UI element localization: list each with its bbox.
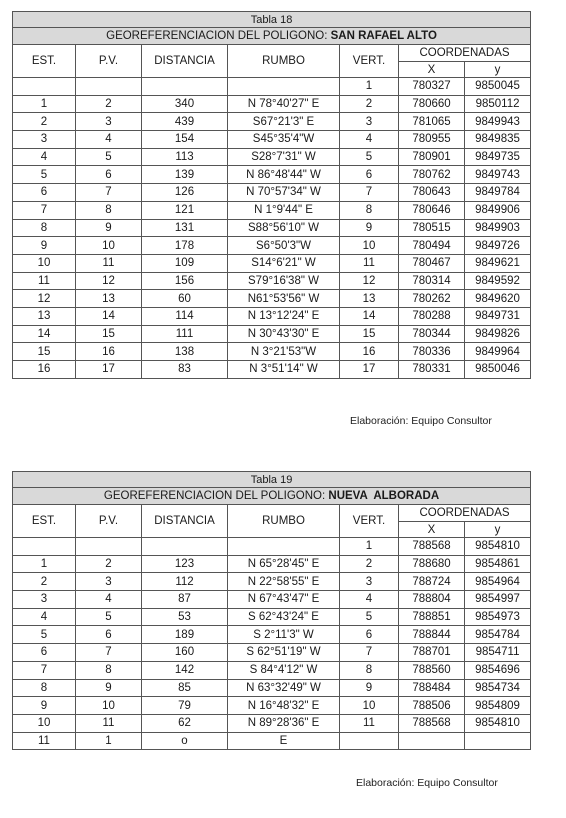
- cell-pv: 8: [76, 201, 142, 219]
- table-row: [13, 343, 531, 361]
- header-y: y: [465, 62, 531, 78]
- cell-pv: [76, 78, 142, 96]
- cell-rumbo: N 16°48'32" E: [228, 697, 340, 715]
- cell-y: 9849903: [465, 219, 531, 237]
- table-row: [13, 538, 531, 556]
- cell-distancia: o: [142, 732, 228, 750]
- cell-y: 9849621: [465, 254, 531, 272]
- header-row: [13, 505, 531, 522]
- cell-x: 788804: [399, 591, 465, 609]
- cell-pv: 2: [76, 95, 142, 113]
- table-row: [13, 148, 531, 166]
- cell-x: 780515: [399, 219, 465, 237]
- cell-distancia: 178: [142, 237, 228, 255]
- cell-x: 781065: [399, 113, 465, 131]
- cell-y: 9849620: [465, 290, 531, 308]
- cell-rumbo: N 30°43'30" E: [228, 325, 340, 343]
- cell-x: 780327: [399, 78, 465, 96]
- cell-x: 788568: [399, 538, 465, 556]
- table-row: [13, 608, 531, 626]
- cell-rumbo: N 78°40'27" E: [228, 95, 340, 113]
- header-x: X: [399, 522, 465, 538]
- cell-distancia: 53: [142, 608, 228, 626]
- georef-title: [13, 488, 531, 505]
- cell-x: 788851: [399, 608, 465, 626]
- table-row: [13, 254, 531, 272]
- source-note: Elaboración: Equipo Consultor: [350, 415, 492, 427]
- table-18: [12, 11, 531, 379]
- cell-vert: 10: [340, 237, 399, 255]
- cell-distancia: 114: [142, 307, 228, 325]
- header-x: X: [399, 62, 465, 78]
- table-row: [13, 78, 531, 96]
- cell-vert: 13: [340, 290, 399, 308]
- cell-distancia: 62: [142, 714, 228, 732]
- cell-pv: 13: [76, 290, 142, 308]
- cell-rumbo: S 84°4'12" W: [228, 661, 340, 679]
- cell-pv: 9: [76, 679, 142, 697]
- header-rumbo: RUMBO: [228, 505, 340, 538]
- cell-vert: 15: [340, 325, 399, 343]
- source-note: Elaboración: Equipo Consultor: [356, 777, 498, 789]
- cell-vert: 3: [340, 573, 399, 591]
- cell-pv: 4: [76, 591, 142, 609]
- cell-vert: 6: [340, 166, 399, 184]
- cell-rumbo: S88°56'10" W: [228, 219, 340, 237]
- cell-distancia: 189: [142, 626, 228, 644]
- cell-rumbo: N 89°28'36" E: [228, 714, 340, 732]
- header-est: EST.: [13, 45, 76, 78]
- cell-y: 9849943: [465, 113, 531, 131]
- header-rumbo: RUMBO: [228, 45, 340, 78]
- cell-pv: 3: [76, 113, 142, 131]
- cell-y: 9854734: [465, 679, 531, 697]
- cell-x: 788484: [399, 679, 465, 697]
- table-19: [12, 471, 531, 750]
- table-caption-row: [13, 472, 531, 488]
- cell-rumbo: N 67°43'47" E: [228, 591, 340, 609]
- cell-distancia: 121: [142, 201, 228, 219]
- cell-y: 9854810: [465, 538, 531, 556]
- cell-est: 7: [13, 201, 76, 219]
- cell-x: 780331: [399, 361, 465, 379]
- cell-y: 9849726: [465, 237, 531, 255]
- table-row: [13, 201, 531, 219]
- cell-pv: 5: [76, 148, 142, 166]
- cell-rumbo: S45°35'4"W: [228, 131, 340, 149]
- cell-x: 788844: [399, 626, 465, 644]
- cell-pv: 6: [76, 626, 142, 644]
- polygon-name: SAN RAFAEL ALTO: [330, 30, 437, 42]
- table-row: [13, 732, 531, 750]
- cell-est: 15: [13, 343, 76, 361]
- table-row: [13, 325, 531, 343]
- header-pv: P.V.: [76, 45, 142, 78]
- cell-pv: 7: [76, 644, 142, 662]
- cell-vert: 11: [340, 714, 399, 732]
- table-row: [13, 573, 531, 591]
- table-row: [13, 184, 531, 202]
- table-caption-row: [13, 12, 531, 28]
- cell-rumbo: N 65°28'45" E: [228, 555, 340, 573]
- cell-x: 780643: [399, 184, 465, 202]
- georef-row: [13, 488, 531, 505]
- cell-est: 1: [13, 95, 76, 113]
- header-distancia: DISTANCIA: [142, 505, 228, 538]
- cell-vert: 4: [340, 591, 399, 609]
- cell-rumbo: S 62°43'24" E: [228, 608, 340, 626]
- cell-rumbo: E: [228, 732, 340, 750]
- cell-x: [399, 732, 465, 750]
- cell-pv: 15: [76, 325, 142, 343]
- header-vert: VERT.: [340, 45, 399, 78]
- cell-est: 10: [13, 254, 76, 272]
- header-est: EST.: [13, 505, 76, 538]
- cell-vert: 3: [340, 113, 399, 131]
- header-vert: VERT.: [340, 505, 399, 538]
- cell-est: 2: [13, 113, 76, 131]
- cell-pv: 16: [76, 343, 142, 361]
- cell-pv: 10: [76, 697, 142, 715]
- cell-est: [13, 78, 76, 96]
- cell-rumbo: S79°16'38" W: [228, 272, 340, 290]
- cell-y: 9850046: [465, 361, 531, 379]
- cell-x: 788701: [399, 644, 465, 662]
- table-row: [13, 237, 531, 255]
- cell-est: 10: [13, 714, 76, 732]
- cell-y: 9854809: [465, 697, 531, 715]
- cell-distancia: 79: [142, 697, 228, 715]
- cell-est: 4: [13, 148, 76, 166]
- cell-distancia: [142, 538, 228, 556]
- cell-vert: 9: [340, 219, 399, 237]
- cell-vert: 12: [340, 272, 399, 290]
- cell-x: 788724: [399, 573, 465, 591]
- table-row: [13, 166, 531, 184]
- table-19-body: [13, 472, 531, 750]
- cell-vert: 4: [340, 131, 399, 149]
- georef-label: GEOREFERENCIACION DEL POLIGONO:: [103, 490, 326, 502]
- cell-pv: 11: [76, 714, 142, 732]
- cell-est: 1: [13, 555, 76, 573]
- cell-pv: 10: [76, 237, 142, 255]
- cell-est: 4: [13, 608, 76, 626]
- cell-distancia: 340: [142, 95, 228, 113]
- cell-x: 780288: [399, 307, 465, 325]
- cell-vert: 2: [340, 555, 399, 573]
- cell-pv: 14: [76, 307, 142, 325]
- cell-rumbo: S 62°51'19" W: [228, 644, 340, 662]
- cell-rumbo: N 3°51'14" W: [228, 361, 340, 379]
- cell-x: 788560: [399, 661, 465, 679]
- table-row: [13, 307, 531, 325]
- cell-vert: 8: [340, 661, 399, 679]
- cell-rumbo: [228, 538, 340, 556]
- table-18-body: [13, 12, 531, 379]
- cell-x: 788568: [399, 714, 465, 732]
- cell-vert: 7: [340, 644, 399, 662]
- cell-distancia: 109: [142, 254, 228, 272]
- cell-pv: 2: [76, 555, 142, 573]
- cell-y: 9854973: [465, 608, 531, 626]
- cell-est: 3: [13, 591, 76, 609]
- cell-distancia: 111: [142, 325, 228, 343]
- cell-y: 9854784: [465, 626, 531, 644]
- table-row: [13, 555, 531, 573]
- cell-distancia: 439: [142, 113, 228, 131]
- cell-rumbo: N 86°48'44" W: [228, 166, 340, 184]
- cell-pv: 5: [76, 608, 142, 626]
- header-row: [13, 45, 531, 62]
- cell-rumbo: S14°6'21" W: [228, 254, 340, 272]
- cell-est: 9: [13, 697, 76, 715]
- cell-distancia: 139: [142, 166, 228, 184]
- cell-distancia: 131: [142, 219, 228, 237]
- cell-rumbo: S67°21'3" E: [228, 113, 340, 131]
- cell-y: 9850045: [465, 78, 531, 96]
- cell-distancia: 112: [142, 573, 228, 591]
- cell-vert: 10: [340, 697, 399, 715]
- table-row: [13, 95, 531, 113]
- cell-y: 9849592: [465, 272, 531, 290]
- cell-x: 780336: [399, 343, 465, 361]
- cell-est: 6: [13, 184, 76, 202]
- cell-rumbo: [228, 78, 340, 96]
- cell-est: 2: [13, 573, 76, 591]
- georef-label: GEOREFERENCIACION DEL POLIGONO:: [106, 30, 328, 42]
- table-row: [13, 219, 531, 237]
- cell-rumbo: N 1°9'44" E: [228, 201, 340, 219]
- table-row: [13, 591, 531, 609]
- cell-est: 5: [13, 626, 76, 644]
- cell-y: 9854997: [465, 591, 531, 609]
- cell-distancia: 138: [142, 343, 228, 361]
- cell-distancia: 126: [142, 184, 228, 202]
- cell-distancia: 83: [142, 361, 228, 379]
- cell-x: 780494: [399, 237, 465, 255]
- cell-rumbo: N 70°57'34" W: [228, 184, 340, 202]
- cell-y: 9854861: [465, 555, 531, 573]
- cell-distancia: 123: [142, 555, 228, 573]
- header-coordenadas: COORDENADAS: [399, 45, 531, 62]
- cell-x: 780344: [399, 325, 465, 343]
- table-row: [13, 131, 531, 149]
- cell-distancia: 156: [142, 272, 228, 290]
- cell-est: 5: [13, 166, 76, 184]
- cell-y: 9849731: [465, 307, 531, 325]
- cell-y: 9854711: [465, 644, 531, 662]
- table-row: [13, 679, 531, 697]
- cell-vert: 5: [340, 148, 399, 166]
- cell-x: 780955: [399, 131, 465, 149]
- cell-est: 9: [13, 237, 76, 255]
- cell-vert: 11: [340, 254, 399, 272]
- cell-rumbo: N 3°21'53"W: [228, 343, 340, 361]
- cell-rumbo: N 13°12'24" E: [228, 307, 340, 325]
- header-pv: P.V.: [76, 505, 142, 538]
- cell-distancia: [142, 78, 228, 96]
- header-coordenadas: COORDENADAS: [399, 505, 531, 522]
- cell-est: 8: [13, 219, 76, 237]
- cell-pv: 4: [76, 131, 142, 149]
- cell-vert: 9: [340, 679, 399, 697]
- cell-x: 780660: [399, 95, 465, 113]
- cell-rumbo: N61°53'56" W: [228, 290, 340, 308]
- cell-est: 3: [13, 131, 76, 149]
- cell-x: 780467: [399, 254, 465, 272]
- cell-x: 788506: [399, 697, 465, 715]
- cell-y: 9854810: [465, 714, 531, 732]
- cell-distancia: 154: [142, 131, 228, 149]
- table-row: [13, 661, 531, 679]
- cell-y: 9849735: [465, 148, 531, 166]
- cell-distancia: 85: [142, 679, 228, 697]
- cell-y: 9849826: [465, 325, 531, 343]
- table-row: [13, 644, 531, 662]
- cell-pv: 1: [76, 732, 142, 750]
- cell-est: 12: [13, 290, 76, 308]
- cell-y: 9849743: [465, 166, 531, 184]
- polygon-name: NUEVA ALBORADA: [328, 490, 440, 502]
- cell-est: 16: [13, 361, 76, 379]
- table-row: [13, 361, 531, 379]
- cell-vert: 7: [340, 184, 399, 202]
- table-row: [13, 626, 531, 644]
- cell-vert: 17: [340, 361, 399, 379]
- cell-pv: 8: [76, 661, 142, 679]
- cell-rumbo: S28°7'31" W: [228, 148, 340, 166]
- cell-est: 14: [13, 325, 76, 343]
- cell-vert: 16: [340, 343, 399, 361]
- cell-pv: 9: [76, 219, 142, 237]
- cell-distancia: 142: [142, 661, 228, 679]
- cell-pv: 11: [76, 254, 142, 272]
- cell-vert: 5: [340, 608, 399, 626]
- cell-est: 8: [13, 679, 76, 697]
- cell-est: [13, 538, 76, 556]
- cell-distancia: 113: [142, 148, 228, 166]
- cell-y: 9849835: [465, 131, 531, 149]
- table-row: [13, 272, 531, 290]
- cell-pv: 12: [76, 272, 142, 290]
- cell-x: 780901: [399, 148, 465, 166]
- cell-pv: [76, 538, 142, 556]
- cell-y: 9849906: [465, 201, 531, 219]
- cell-est: 11: [13, 272, 76, 290]
- cell-distancia: 160: [142, 644, 228, 662]
- table-caption: Tabla 18: [13, 12, 531, 28]
- cell-vert: 6: [340, 626, 399, 644]
- table-row: [13, 113, 531, 131]
- cell-y: 9849784: [465, 184, 531, 202]
- cell-rumbo: N 63°32'49" W: [228, 679, 340, 697]
- cell-pv: 6: [76, 166, 142, 184]
- cell-x: 780262: [399, 290, 465, 308]
- cell-vert: 1: [340, 538, 399, 556]
- header-y: y: [465, 522, 531, 538]
- cell-pv: 17: [76, 361, 142, 379]
- cell-x: 780762: [399, 166, 465, 184]
- georef-row: [13, 28, 531, 45]
- cell-y: 9850112: [465, 95, 531, 113]
- cell-y: 9854696: [465, 661, 531, 679]
- cell-y: [465, 732, 531, 750]
- table-row: [13, 714, 531, 732]
- cell-y: 9849964: [465, 343, 531, 361]
- cell-x: 780646: [399, 201, 465, 219]
- cell-rumbo: S 2°11'3" W: [228, 626, 340, 644]
- cell-est: 7: [13, 661, 76, 679]
- cell-rumbo: S6°50'3"W: [228, 237, 340, 255]
- cell-pv: 7: [76, 184, 142, 202]
- cell-vert: 2: [340, 95, 399, 113]
- cell-x: 788680: [399, 555, 465, 573]
- cell-est: 6: [13, 644, 76, 662]
- georef-title: [13, 28, 531, 45]
- cell-vert: 8: [340, 201, 399, 219]
- cell-vert: 14: [340, 307, 399, 325]
- cell-x: 780314: [399, 272, 465, 290]
- cell-vert: 1: [340, 78, 399, 96]
- cell-rumbo: N 22°58'55" E: [228, 573, 340, 591]
- cell-distancia: 87: [142, 591, 228, 609]
- cell-distancia: 60: [142, 290, 228, 308]
- cell-est: 11: [13, 732, 76, 750]
- table-caption: Tabla 19: [13, 472, 531, 488]
- cell-pv: 3: [76, 573, 142, 591]
- header-distancia: DISTANCIA: [142, 45, 228, 78]
- cell-est: 13: [13, 307, 76, 325]
- table-row: [13, 697, 531, 715]
- table-row: [13, 290, 531, 308]
- cell-y: 9854964: [465, 573, 531, 591]
- cell-vert: [340, 732, 399, 750]
